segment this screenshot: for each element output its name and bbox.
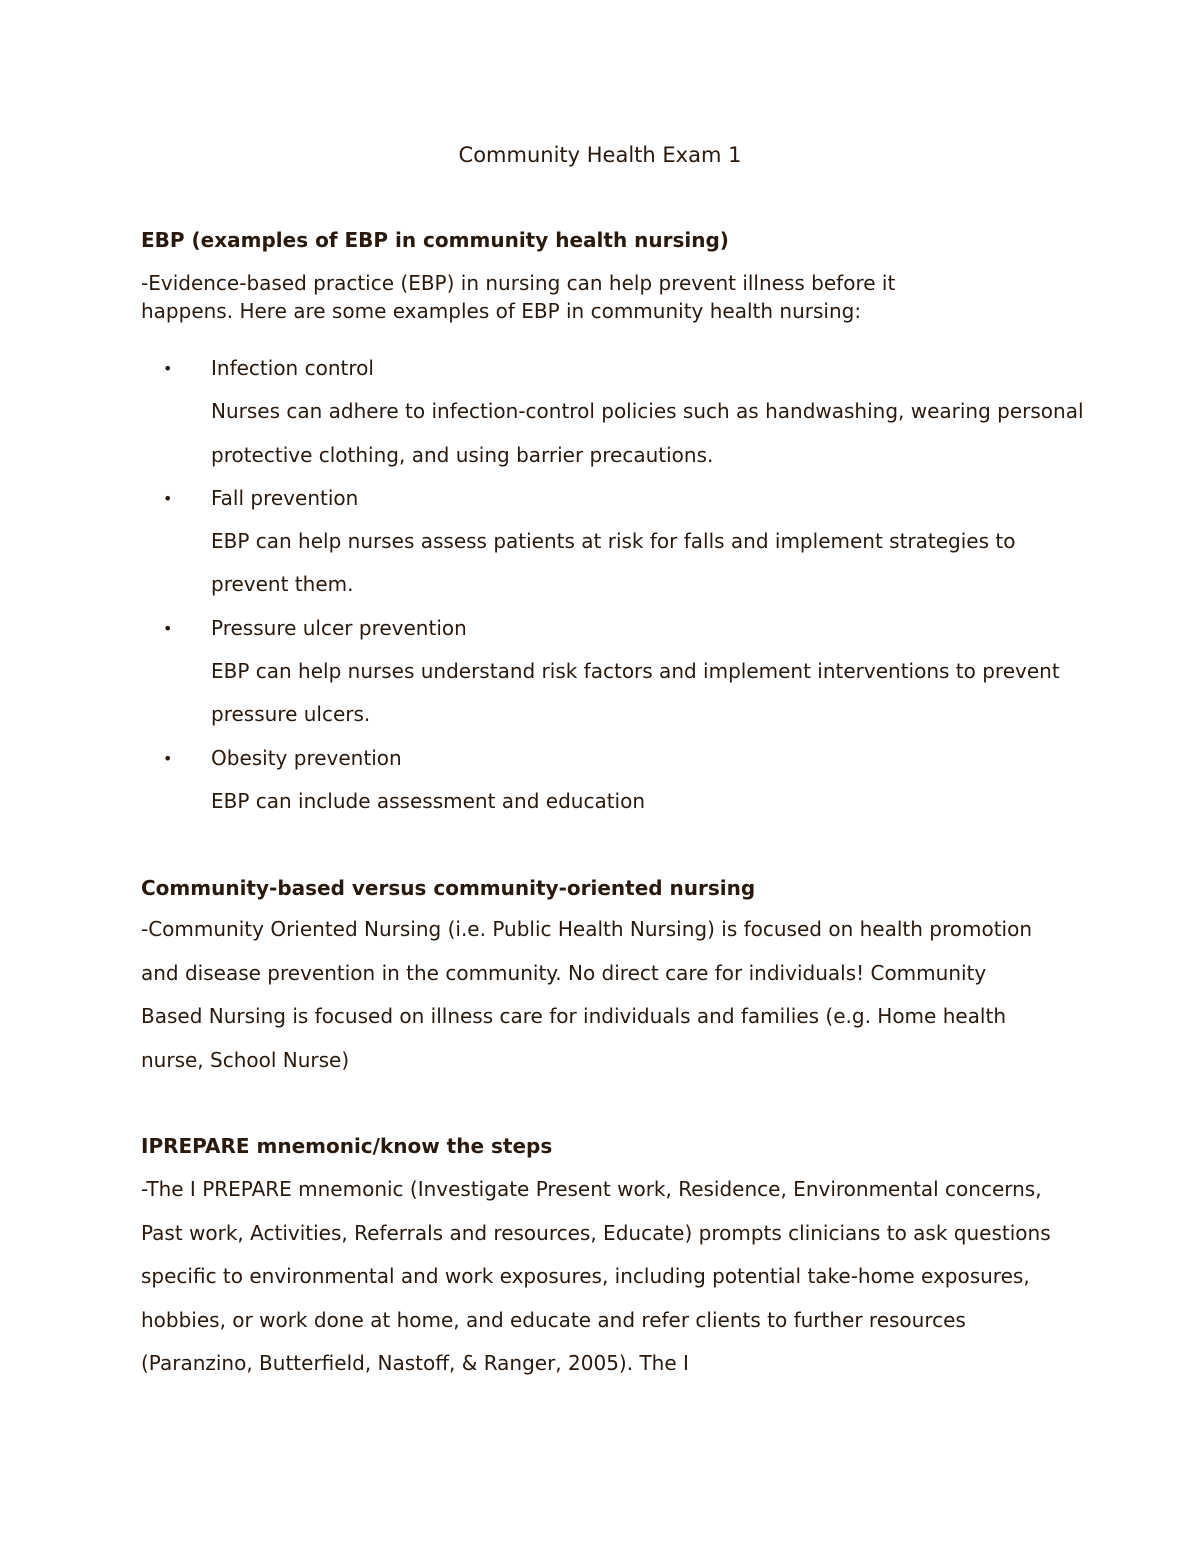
section-body-iprepare: -The I PREPARE mnemonic (Investigate Present work, Residence, Environmental concerns, Past work, Activities, Referrals and resources, Educate) prompts clinicians to ask questions specific to environmental and work exposures, including potential take-home exposures, hobbies, or work done at home, and educate and refer clients to further resources (Paranzino, Butterfield, Nastoff, & Ranger, 2005). The I bbox=[141, 1177, 1051, 1375]
list-item-description: EBP can include assessment and education bbox=[211, 788, 646, 813]
list-item bbox=[141, 347, 1091, 477]
document-title: Community Health Exam 1 bbox=[458, 143, 742, 167]
section-heading-community-nursing: Community-based versus community-oriented nursing bbox=[141, 876, 756, 900]
list-item-description: Nurses can adhere to infection-control policies such as handwashing, wearing personal protective clothing, and using barrier precautions. bbox=[211, 399, 1084, 467]
list-item-description: EBP can help nurses understand risk factors and implement interventions to prevent pressure ulcers. bbox=[211, 659, 1060, 727]
bullet-icon: • bbox=[163, 359, 173, 378]
list-item-title: Fall prevention bbox=[211, 485, 359, 510]
list-item-title: Obesity prevention bbox=[211, 745, 402, 770]
section-body-community-nursing: -Community Oriented Nursing (i.e. Public Health Nursing) is focused on health promotion and disease prevention in the community. No direct care for individuals! Community Based Nursing is focused on illness care for individuals and families (e.g. Home health nurse, School Nurse) bbox=[141, 917, 1033, 1072]
list-item bbox=[141, 607, 1091, 737]
list-item-title: Infection control bbox=[211, 356, 374, 380]
list-item bbox=[141, 737, 1091, 824]
list-item-description: EBP can help nurses assess patients at risk for falls and implement strategies to prevent them. bbox=[211, 529, 1016, 597]
section-heading-ebp: EBP (examples of EBP in community health nursing) bbox=[141, 228, 729, 252]
bullet-icon: • bbox=[163, 488, 173, 508]
section-intro-ebp: -Evidence-based practice (EBP) in nursing can help prevent illness before it happens. Here are some examples of EBP in community health nursing: bbox=[141, 271, 896, 323]
list-item-title: Pressure ulcer prevention bbox=[211, 615, 467, 640]
ebp-examples-list bbox=[141, 347, 1091, 823]
bullet-icon: • bbox=[163, 748, 173, 768]
section-heading-iprepare: IPREPARE mnemonic/know the steps bbox=[141, 1134, 553, 1158]
list-item bbox=[141, 477, 1091, 607]
bullet-icon: • bbox=[163, 618, 173, 638]
